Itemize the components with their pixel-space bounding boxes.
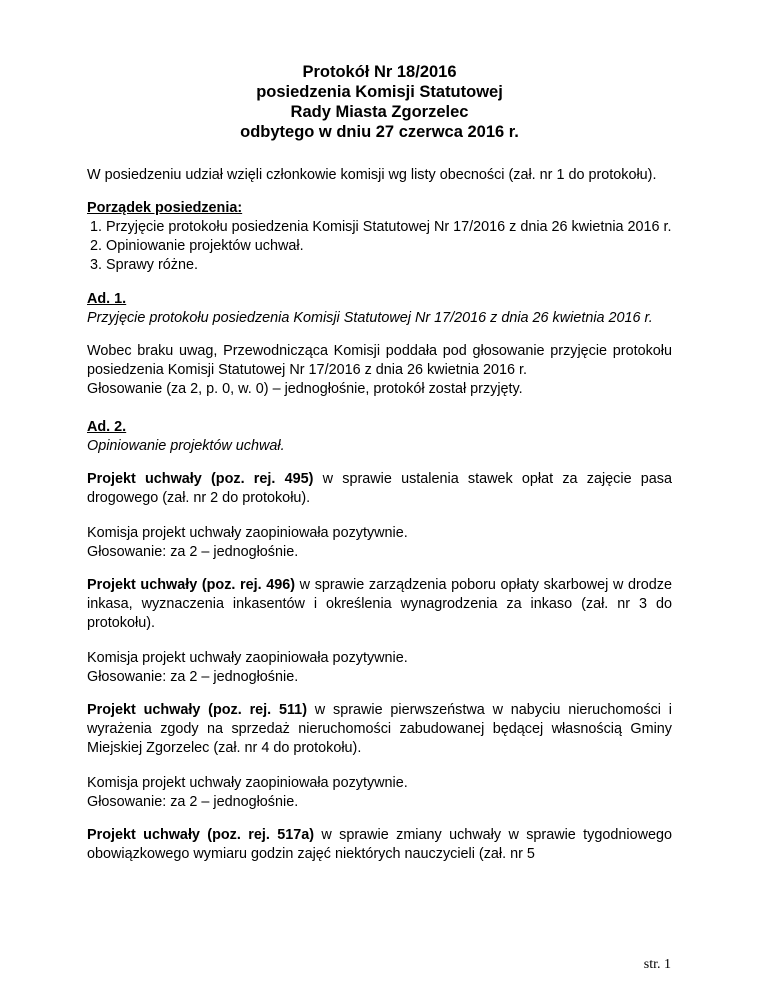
document-title bbox=[87, 62, 672, 142]
project-text: w sprawie zmiany uchwały w sprawie tygodniowego obowiązkowego wymiaru godzin zajęć niektórych nauczycieli (zał. nr 5 bbox=[87, 827, 672, 862]
project-495-result bbox=[87, 524, 672, 562]
title-line-2: posiedzenia Komisji Statutowej bbox=[256, 83, 503, 101]
project-vote: Głosowanie: za 2 – jednogłośnie. bbox=[87, 669, 299, 685]
project-511-result bbox=[87, 774, 672, 812]
ad1-subtitle: Przyjęcie protokołu posiedzenia Komisji Statutowej Nr 17/2016 z dnia 26 kwietnia 2016 r. bbox=[87, 310, 653, 326]
ad1-section bbox=[87, 290, 672, 328]
ad1-body bbox=[87, 342, 672, 399]
project-label: Projekt uchwały (poz. rej. 511) bbox=[87, 702, 307, 718]
project-label: Projekt uchwały (poz. rej. 495) bbox=[87, 471, 314, 487]
agenda-item: 2. Opiniowanie projektów uchwał. bbox=[106, 237, 672, 256]
ad1-body-text: Wobec braku uwag, Przewodnicząca Komisji poddała pod głosowanie przyjęcie protokołu posiedzenia Komisji Statutowej Nr 17/2016 z dnia 26 kwietnia 2016 r. bbox=[87, 343, 672, 378]
agenda-item: 1. Przyjęcie protokołu posiedzenia Komisji Statutowej Nr 17/2016 z dnia 26 kwietnia 2016 r. bbox=[106, 218, 672, 237]
document-page bbox=[87, 62, 672, 878]
intro-paragraph: W posiedzeniu udział wzięli członkowie komisji wg listy obecności (zał. nr 1 do protokołu). bbox=[87, 167, 657, 183]
ad1-vote: Głosowanie (za 2, p. 0, w. 0) – jednogłośnie, protokół został przyjęty. bbox=[87, 381, 523, 397]
title-line-3: Rady Miasta Zgorzelec bbox=[290, 103, 469, 121]
project-vote: Głosowanie: za 2 – jednogłośnie. bbox=[87, 544, 299, 560]
project-496-result bbox=[87, 649, 672, 687]
project-496 bbox=[87, 576, 672, 633]
page-number: str. 1 bbox=[643, 957, 671, 972]
ad2-heading: Ad. 2. bbox=[87, 419, 127, 435]
project-label: Projekt uchwały (poz. rej. 517a) bbox=[87, 827, 315, 843]
agenda-list bbox=[87, 218, 672, 275]
project-517a bbox=[87, 826, 672, 864]
project-opinion: Komisja projekt uchwały zaopiniowała pozytywnie. bbox=[87, 525, 408, 541]
title-line-4: odbytego w dniu 27 czerwca 2016 r. bbox=[240, 123, 519, 141]
project-495 bbox=[87, 470, 672, 508]
ad2-section bbox=[87, 418, 672, 456]
project-text: w sprawie ustalenia stawek opłat za zajęcie pasa drogowego (zał. nr 2 do protokołu). bbox=[87, 471, 673, 506]
project-opinion: Komisja projekt uchwały zaopiniowała pozytywnie. bbox=[87, 650, 408, 666]
ad1-heading: Ad. 1. bbox=[87, 291, 127, 307]
agenda-section bbox=[87, 199, 672, 275]
agenda-heading: Porządek posiedzenia: bbox=[87, 200, 243, 216]
agenda-item: 3. Sprawy różne. bbox=[106, 256, 672, 275]
ad2-subtitle: Opiniowanie projektów uchwał. bbox=[87, 438, 285, 454]
project-text: w sprawie zarządzenia poboru opłaty skarbowej w drodze inkasa, wyznaczenia inkasentów i określenia wynagrodzenia za inkaso (zał. nr 3 do protokołu). bbox=[87, 577, 673, 631]
project-vote: Głosowanie: za 2 – jednogłośnie. bbox=[87, 794, 299, 810]
title-line-1: Protokół Nr 18/2016 bbox=[302, 63, 457, 81]
project-511 bbox=[87, 701, 672, 758]
project-label: Projekt uchwały (poz. rej. 496) bbox=[87, 577, 296, 593]
project-text: w sprawie pierwszeństwa w nabyciu nieruchomości i wyrażenia zgody na sprzedaż nieruchomości zabudowanej będącej własnością Gminy Miejskiej Zgorzelec (zał. nr 4 do protokołu). bbox=[87, 702, 672, 756]
project-opinion: Komisja projekt uchwały zaopiniowała pozytywnie. bbox=[87, 775, 408, 791]
